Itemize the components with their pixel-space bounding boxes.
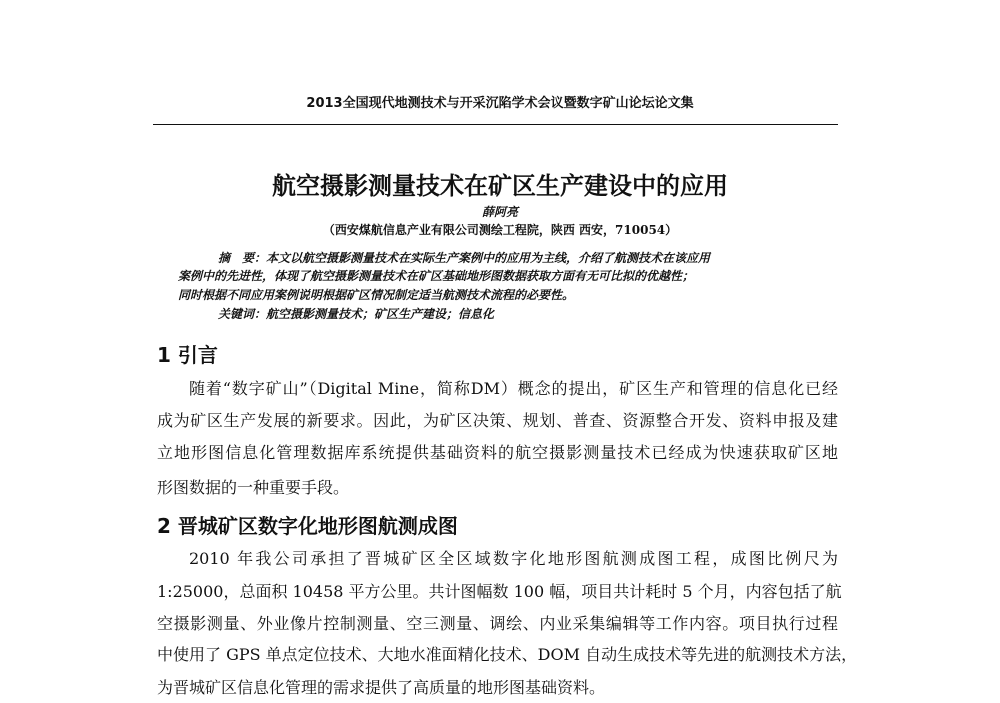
paragraph-line: 1:25000，总面积 10458 平方公里。共计图幅数 100 幅，项目共计耗时 5 个月，内容包括了航 [157,582,842,601]
section-heading: 2 晋城矿区数字化地形图航测成图 [157,514,458,538]
paragraph-line: 立地形图信息化管理数据库系统提供基础资料的航空摄影测量技术已经成为快速获取矿区地 [157,443,838,462]
keywords: 关键词：航空摄影测量技术；矿区生产建设；信息化 [218,307,495,321]
paragraph-line: 形图数据的一种重要手段。 [157,478,350,497]
paper-title: 航空摄影测量技术在矿区生产建设中的应用 [272,172,728,200]
paragraph-line: 随着“数字矿山”（Digital Mine，简称DM）概念的提出，矿区生产和管理的信息化已经 [189,379,838,398]
abstract-line: 同时根据不同应用案例说明根据矿区情况制定适当航测技术流程的必要性。 [178,288,575,302]
section-heading: 1 引言 [157,343,218,367]
paragraph-line: 为晋城矿区信息化管理的需求提供了高质量的地形图基础资料。 [157,678,606,697]
abstract-line: 案例中的先进性，体现了航空摄影测量技术在矿区基础地形图数据获取方面有无可比拟的优越性； [178,269,695,283]
paragraph-line: 成为矿区生产发展的新要求。因此，为矿区决策、规划、普查、资源整合开发、资料申报及建 [157,411,838,430]
abstract-line: 摘 要：本文以航空摄影测量技术在实际生产案例中的应用为主线，介绍了航测技术在该应用 [218,251,711,265]
paragraph-line: 中使用了 GPS 单点定位技术、大地水准面精化技术、DOM 自动生成技术等先进的航测技术方法， [157,645,858,664]
author: 薛阿亮 [481,205,518,219]
header-rule [153,124,838,125]
paragraph-line: 空摄影测量、外业像片控制测量、空三测量、调绘、内业采集编辑等工作内容。项目执行过程 [157,614,838,633]
running-header: 2013全国现代地测技术与开采沉陷学术会议暨数字矿山论坛论文集 [306,96,694,111]
paragraph-line: 2010 年我公司承担了晋城矿区全区域数字化地形图航测成图工程，成图比例尺为 [189,549,838,568]
affiliation: （西安煤航信息产业有限公司测绘工程院，陕西 西安，710054） [322,223,678,237]
